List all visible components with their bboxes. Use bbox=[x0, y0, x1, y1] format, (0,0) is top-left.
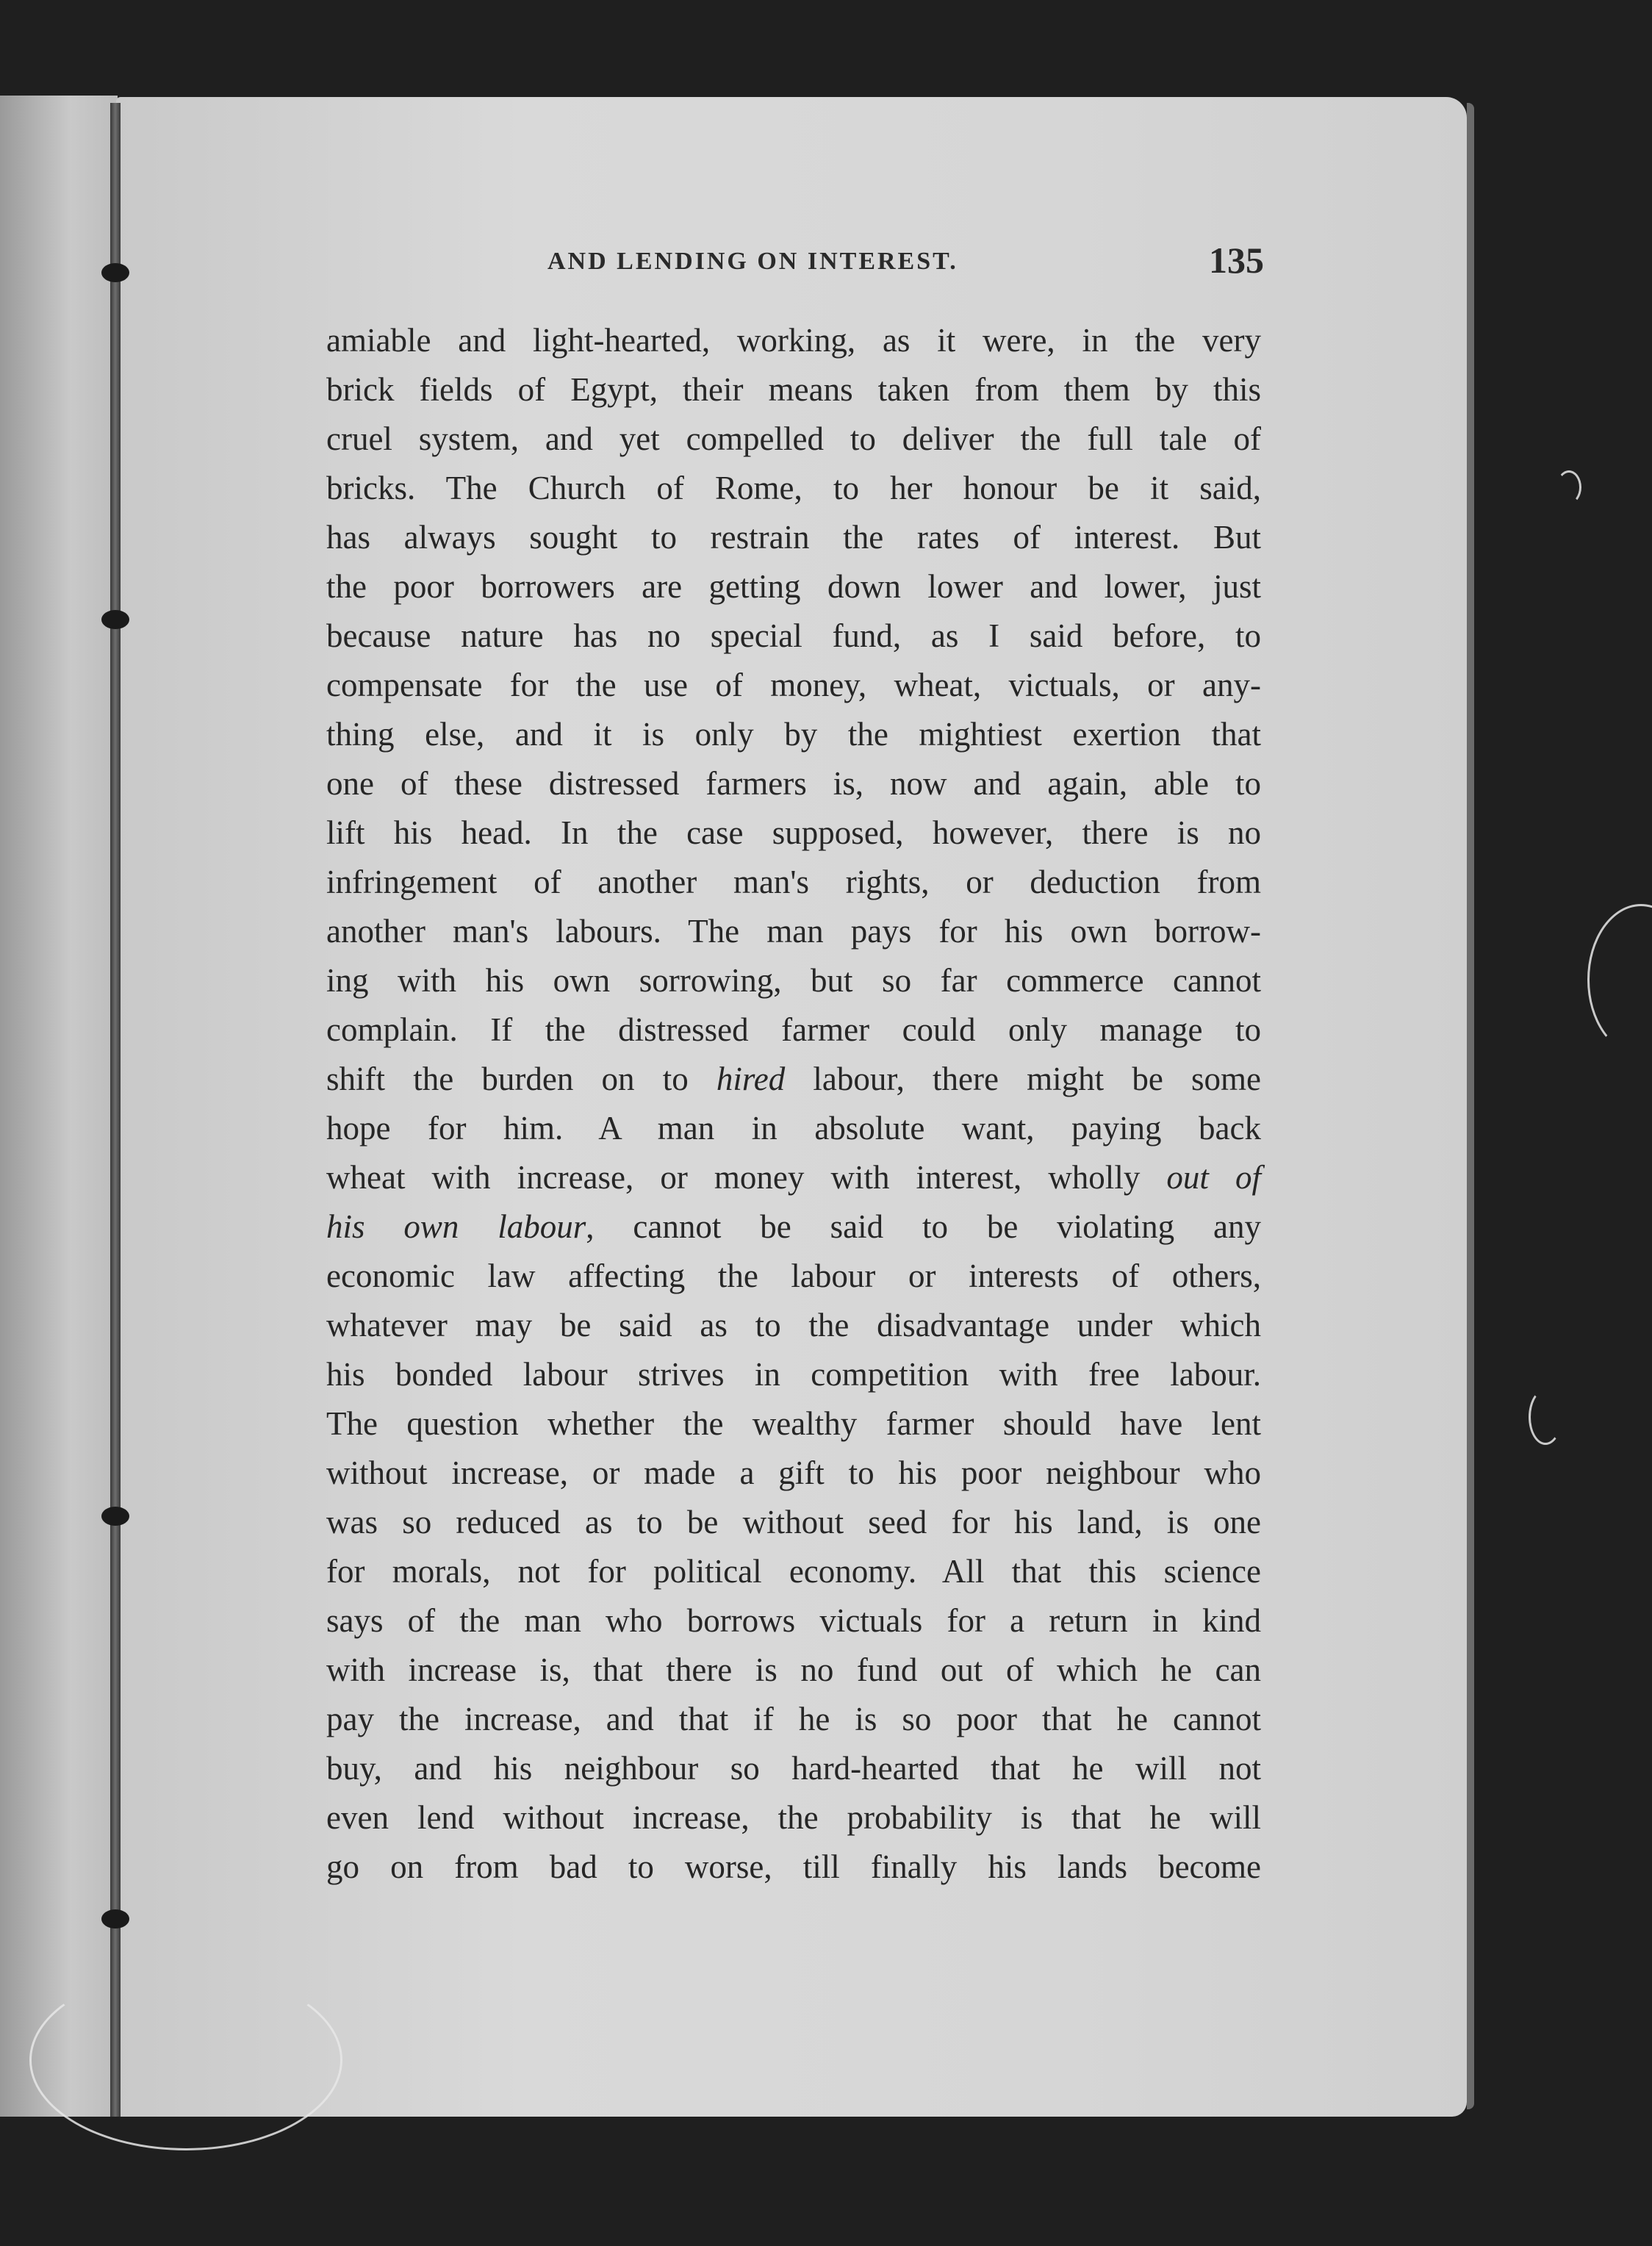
text-run: wheat with increase, or money with interest, wholly bbox=[326, 1159, 1167, 1196]
text-line: the poor borrowers are getting down lower and lower, just bbox=[326, 568, 1261, 605]
text-line: was so reduced as to be without seed for his land, is one bbox=[326, 1504, 1261, 1540]
lint-mark bbox=[1529, 1389, 1562, 1445]
binding-stitch bbox=[101, 263, 129, 282]
text-line: says of the man who borrows victuals for a return in kind bbox=[326, 1602, 1261, 1639]
text-line: lift his head. In the case supposed, however, there is no bbox=[326, 814, 1261, 851]
text-line: whatever may be said as to the disadvantage under which bbox=[326, 1307, 1261, 1343]
text-run: shift the burden on to bbox=[326, 1061, 717, 1097]
text-line: one of these distressed farmers is, now and again, able to bbox=[326, 765, 1261, 802]
facing-page-edge bbox=[0, 96, 118, 2117]
text-line: his bonded labour strives in competition with free labour. bbox=[326, 1356, 1261, 1393]
body-text bbox=[326, 316, 1261, 1892]
running-head: AND LENDING ON INTEREST. bbox=[547, 248, 958, 275]
text-line: hope for him. A man in absolute want, paying back bbox=[326, 1110, 1261, 1147]
text-run: , cannot be said to be violating any bbox=[586, 1208, 1262, 1245]
binding-stitch bbox=[101, 1909, 129, 1929]
text-line: cruel system, and yet compelled to deliver the full tale of bbox=[326, 420, 1261, 457]
binding-stitch bbox=[101, 1507, 129, 1526]
text-line: thing else, and it is only by the mightiest exertion that bbox=[326, 716, 1261, 753]
text-line bbox=[326, 1202, 1261, 1252]
text-line: even lend without increase, the probability is that he will bbox=[326, 1799, 1261, 1836]
page-shadow-edge bbox=[1467, 103, 1474, 2109]
text-line bbox=[326, 1055, 1261, 1104]
text-line: buy, and his neighbour so hard-hearted that he will not bbox=[326, 1750, 1261, 1787]
text-line: pay the increase, and that if he is so poor that he cannot bbox=[326, 1701, 1261, 1737]
lint-mark bbox=[1556, 470, 1581, 504]
text-line: ing with his own sorrowing, but so far commerce cannot bbox=[326, 962, 1261, 999]
italic-run: out of bbox=[1166, 1159, 1261, 1196]
text-line: because nature has no special fund, as I said before, to bbox=[326, 617, 1261, 654]
text-line: infringement of another man's rights, or deduction from bbox=[326, 864, 1261, 900]
italic-run: hired bbox=[716, 1061, 786, 1097]
text-line: with increase is, that there is no fund out of which he can bbox=[326, 1651, 1261, 1688]
italic-run: his own labour bbox=[326, 1208, 586, 1245]
text-line: go on from bad to worse, till finally his lands become bbox=[326, 1848, 1261, 1885]
page-number: 135 bbox=[1209, 240, 1264, 281]
text-line: The question whether the wealthy farmer should have lent bbox=[326, 1405, 1261, 1442]
page-header bbox=[323, 239, 1264, 283]
text-line: another man's labours. The man pays for his own borrow- bbox=[326, 913, 1261, 950]
text-line: brick fields of Egypt, their means taken from them by this bbox=[326, 371, 1261, 408]
book-spine bbox=[110, 103, 121, 2117]
text-run: labour, there might be some bbox=[785, 1061, 1261, 1097]
text-line bbox=[326, 1153, 1261, 1202]
text-line: without increase, or made a gift to his poor neighbour who bbox=[326, 1454, 1261, 1491]
lint-mark bbox=[29, 1970, 342, 2150]
text-line: bricks. The Church of Rome, to her honour be it said, bbox=[326, 470, 1261, 506]
text-line: for morals, not for political economy. All that this science bbox=[326, 1553, 1261, 1590]
text-line: amiable and light-hearted, working, as it were, in the very bbox=[326, 322, 1261, 359]
text-line: has always sought to restrain the rates of interest. But bbox=[326, 519, 1261, 556]
text-line: complain. If the distressed farmer could only manage to bbox=[326, 1011, 1261, 1048]
text-line: economic law affecting the labour or interests of others, bbox=[326, 1257, 1261, 1294]
text-line: compensate for the use of money, wheat, victuals, or any- bbox=[326, 667, 1261, 703]
binding-stitch bbox=[101, 610, 129, 629]
